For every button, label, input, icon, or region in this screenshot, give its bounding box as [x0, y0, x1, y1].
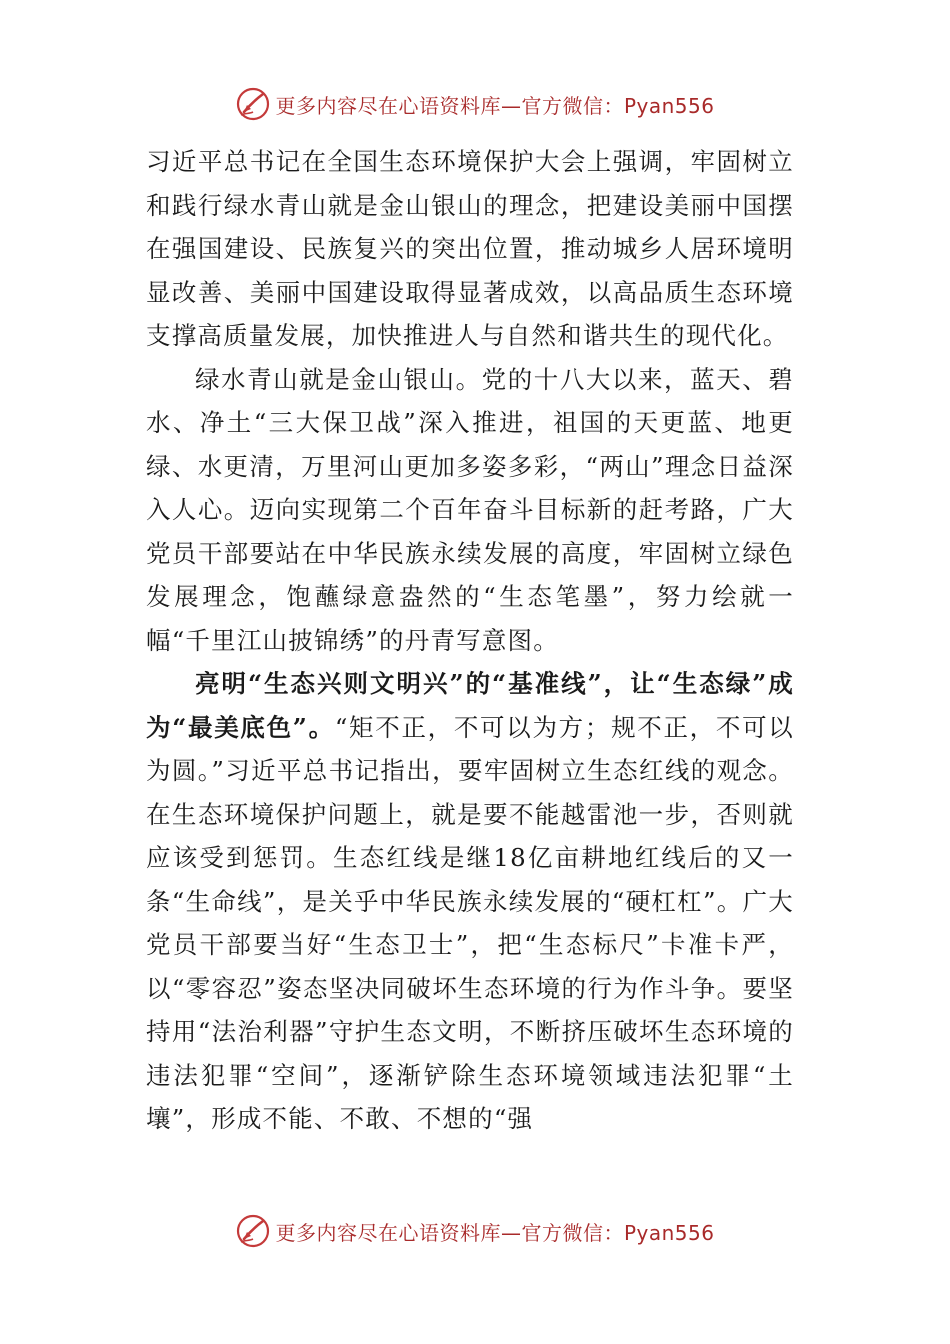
- document-body: [146, 140, 794, 1141]
- paragraph-3-heading: 亮明“生态兴则文明兴”的“基准线”，让“生态绿”成为“最美底色”。: [146, 669, 794, 742]
- header-banner-text: 更多内容尽在心语资料库—官方微信：Pyan556: [275, 93, 715, 118]
- footer-banner-text: 更多内容尽在心语资料库—官方微信：Pyan556: [275, 1220, 715, 1245]
- paragraph-1: 习近平总书记在全国生态环境保护大会上强调，牢固树立和践行绿水青山就是金山银山的理念，把建设美丽中国摆在强国建设、民族复兴的突出位置，推动城乡人居环境明显改善、美丽中国建设取得显著成效，以高品质生态环境支撑高质量发展，加快推进人与自然和谐共生的现代化。: [146, 147, 794, 350]
- footer-banner: [0, 1209, 950, 1253]
- paragraph-3: [146, 662, 794, 1141]
- pen-logo-icon: [235, 1213, 271, 1249]
- paragraph-3-body: “矩不正，不可以为方；规不正，不可以为圆。”习近平总书记指出，要牢固树立生态红线的观念。在生态环境保护问题上，就是要不能越雷池一步，否则就应该受到惩罚。生态红线是继18亿亩耕地红线后的又一条“生命线”，是关乎中华民族永续发展的“硬杠杠”。广大党员干部要当好“生态卫士”，把“生态标尺”卡准卡严，以“零容忍”姿态坚决同破坏生态环境的行为作斗争。要坚持用“法治利器”守护生态文明，不断挤压破坏生态环境的违法犯罪“空间”，逐渐铲除生态环境领域违法犯罪“土壤”，形成不能、不敢、不想的“强: [146, 712, 794, 1133]
- paragraph-2: 绿水青山就是金山银山。党的十八大以来，蓝天、碧水、净土“三大保卫战”深入推进，祖国的天更蓝、地更绿、水更清，万里河山更加多姿多彩，“两山”理念日益深入人心。迈向实现第二个百年奋斗目标新的赶考路，广大党员干部要站在中华民族永续发展的高度，牢固树立绿色发展理念，饱蘸绿意盎然的“生态笔墨”，努力绘就一幅“千里江山披锦绣”的丹青写意图。: [146, 364, 794, 655]
- pen-logo-icon: [235, 86, 271, 122]
- header-banner: [0, 82, 950, 126]
